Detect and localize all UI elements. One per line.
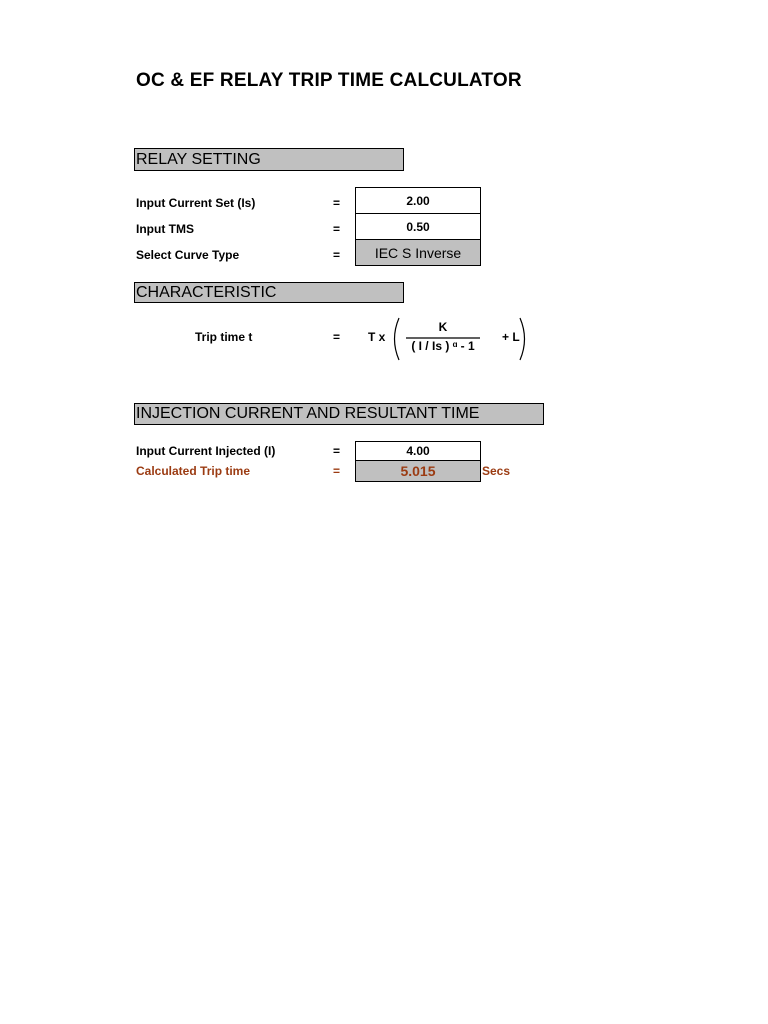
characteristic-header: CHARACTERISTIC	[134, 282, 404, 303]
injection-header: INJECTION CURRENT AND RESULTANT TIME	[134, 403, 544, 425]
trip-time-result: 5.015	[355, 460, 481, 482]
formula-equals: =	[333, 330, 341, 344]
tms-input[interactable]: 0.50	[355, 213, 481, 240]
page-title: OC & EF RELAY TRIP TIME CALCULATOR	[136, 70, 522, 91]
formula-numerator: K	[438, 320, 448, 334]
formula-denominator: ( I / Is ) ᵅ - 1	[411, 339, 475, 353]
current-set-input[interactable]: 2.00	[355, 187, 481, 214]
curve-type-equals: =	[333, 248, 341, 262]
relay-setting-header: RELAY SETTING	[134, 148, 404, 171]
trip-time-unit: Secs	[482, 464, 511, 478]
curve-type-label: Select Curve Type	[136, 248, 240, 262]
left-bracket	[395, 318, 400, 360]
current-injected-equals: =	[333, 444, 341, 458]
formula-tms-prefix: T x	[368, 330, 386, 344]
trip-time-label: Calculated Trip time	[136, 464, 251, 478]
trip-time-equals: =	[333, 464, 341, 478]
current-set-equals: =	[333, 196, 341, 210]
current-injected-input[interactable]: 4.00	[355, 441, 481, 461]
tms-label: Input TMS	[136, 222, 194, 236]
formula-suffix: + L	[502, 330, 520, 344]
current-set-label: Input Current Set (Is)	[136, 196, 256, 210]
right-bracket	[520, 318, 525, 360]
curve-type-select[interactable]: IEC S Inverse	[355, 239, 481, 266]
tms-equals: =	[333, 222, 341, 236]
current-injected-label: Input Current Injected (I)	[136, 444, 276, 458]
trip-time-formula-label: Trip time t	[195, 330, 253, 344]
